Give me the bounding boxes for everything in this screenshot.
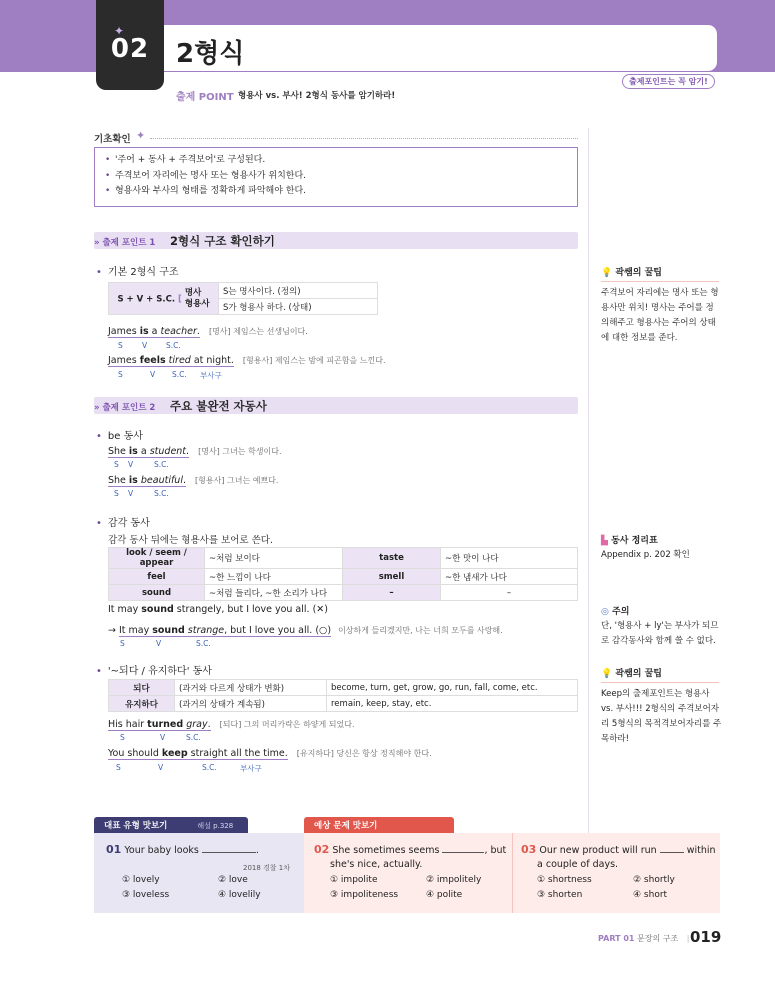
- note-box: ▙ 동사 정리표 Appendix p. 202 확인: [601, 536, 690, 560]
- structure-desc: S는 명사이다. (정의): [219, 283, 378, 299]
- basics-box: [94, 147, 578, 207]
- answer-option[interactable]: ② love: [218, 875, 248, 885]
- right-example: → It may sound strange, but I love you all. (○) 이상하게 들리겠지만, 나는 너희 모두를 사랑해.: [108, 625, 503, 636]
- syntax-label: V: [142, 341, 148, 350]
- sense-desc: 감각 동사 뒤에는 형용사를 보어로 쓴다.: [108, 535, 273, 546]
- sense-verb-table: [108, 547, 578, 601]
- answer-option[interactable]: ③ shorten: [537, 890, 583, 900]
- tip-box: 💡 곽쌤의 꿀팁 Keep의 출제포인트는 형용사 vs. 부사!!! 2형식의 주격보어자리 5형식의 목적격보어자리를 주목하라!: [601, 669, 722, 744]
- syntax-label: S.C.: [172, 370, 187, 379]
- question-panel: 02 She sometimes seems , but she's nice, actually. ① impolite ② impolitely ③ impoliteness ④ polite: [304, 833, 512, 913]
- become-keep-table: [108, 679, 578, 712]
- answer-option[interactable]: ④ short: [633, 890, 668, 900]
- syntax-label: 부사구: [240, 764, 262, 773]
- tab-representative: 대표 유형 맛보기 해설 p.328: [94, 817, 248, 833]
- basics-label: 기초확인: [94, 134, 131, 145]
- bullet-heading: • 감각 동사: [96, 514, 150, 529]
- bullet-heading: • be 동사: [96, 427, 143, 442]
- table-row: feel ~한 느낌이 나다 smell ~한 냄새가 나다: [109, 569, 578, 585]
- answer-option[interactable]: ③ impoliteness: [330, 890, 399, 900]
- table-row: 유지하다 (과거의 상태가 계속됨) remain, keep, stay, etc.: [109, 696, 578, 712]
- caution-icon: ◎: [601, 607, 609, 617]
- section-title: 주요 불완전 자동사: [170, 399, 267, 413]
- syntax-label: S.C.: [154, 460, 169, 469]
- section-label: » 출제 포인트 1: [94, 238, 156, 248]
- section-label: » 출제 포인트 2: [94, 403, 156, 413]
- answer-option[interactable]: ① lovely: [122, 875, 160, 885]
- basics-item: • 주격보어 자리에는 명사 또는 형용사가 위치한다.: [105, 169, 567, 185]
- sidebar-divider: [588, 128, 589, 908]
- point-tag: 출제포인트는 꼭 암기!: [622, 74, 715, 89]
- footer-part: PART 01 문장의 구조 |: [598, 934, 690, 943]
- answer-option[interactable]: ② impolitely: [426, 875, 482, 885]
- syntax-label: V: [150, 370, 156, 379]
- syntax-label: V: [160, 733, 166, 742]
- flag-icon: ▙: [601, 536, 608, 546]
- point-text: 형용사 vs. 부사! 2형식 동사를 암기하라!: [238, 91, 396, 101]
- syntax-label: S: [118, 341, 123, 350]
- wrong-example: It may sound strangely, but I love you all. (✕): [108, 604, 328, 615]
- answer-option[interactable]: ④ polite: [426, 890, 463, 900]
- answer-option[interactable]: ③ loveless: [122, 890, 170, 900]
- tab-expected: 예상 문제 맛보기: [304, 817, 454, 833]
- question-panel: 03 Our new product will run within a couple of days. ① shortness ② shortly ③ shorten ④ short: [512, 833, 720, 913]
- syntax-label: V: [156, 639, 162, 648]
- table-row: 되다 (과거와 다르게 상태가 변화) become, turn, get, grow, go, run, fall, come, etc.: [109, 680, 578, 696]
- sparkle-icon: ✦: [114, 24, 125, 38]
- bulb-icon: 💡: [601, 669, 613, 679]
- example-sentence: James is a teacher. [명사] 제임스는 선생님이다.: [108, 326, 308, 337]
- bullet-heading: • 기본 2형식 구조: [96, 263, 179, 278]
- syntax-label: 부사구: [200, 371, 222, 380]
- answer-option[interactable]: ① impolite: [330, 875, 378, 885]
- answer-option[interactable]: ② shortly: [633, 875, 675, 885]
- chapter-number: 02: [110, 34, 150, 64]
- syntax-label: S.C.: [154, 489, 169, 498]
- syntax-label: V: [128, 460, 134, 469]
- syntax-label: S: [114, 489, 119, 498]
- section-bar: [94, 397, 578, 414]
- question-panel: 01 Your baby looks . 2018 경찰 1차 ① lovely ② love ③ loveless ④ lovelily: [94, 833, 304, 913]
- question-source: 2018 경찰 1차: [242, 864, 290, 872]
- syntax-label: S.C.: [166, 341, 181, 350]
- basics-item: • 형용사와 부사의 형태를 정확하게 파악해야 한다.: [105, 184, 567, 200]
- tip-box: 💡 곽쌤의 꿀팁 주격보어 자리에는 명사 또는 형용사만 위치! 명사는 주어를 정의해주고 형용사는 주어의 상태에 대한 정보를 준다.: [601, 268, 719, 343]
- syntax-label: S: [114, 460, 119, 469]
- bullet-heading: • '~되다 / 유지하다' 동사: [96, 662, 212, 677]
- example-sentence: She is beautiful. [형용사] 그녀는 예쁘다.: [108, 475, 279, 486]
- dotted-divider: [150, 138, 578, 139]
- syntax-label: S: [118, 370, 123, 379]
- table-row: sound ~처럼 들리다, ~한 소리가 나다 – –: [109, 585, 578, 601]
- answer-option[interactable]: ① shortness: [537, 875, 592, 885]
- syntax-label: V: [128, 489, 134, 498]
- section-title: 2형식 구조 확인하기: [170, 234, 275, 248]
- page-title: 2형식: [176, 39, 245, 69]
- syntax-label: S.C.: [186, 733, 201, 742]
- structure-table: [108, 282, 378, 315]
- section-bar: [94, 232, 578, 249]
- syntax-label: S: [120, 639, 125, 648]
- page-number: 019: [690, 928, 722, 946]
- point-label: 출제 POINT: [176, 92, 234, 103]
- example-sentence: James feels tired at night. [형용사] 제임스는 밤에 피곤함을 느낀다.: [108, 355, 386, 366]
- example-sentence: She is a student. [명사] 그녀는 학생이다.: [108, 446, 282, 457]
- title-box: [164, 24, 718, 72]
- caution-box: ◎ 주의 단, '형용사 + ly'는 부사가 되므로 감각동사와 함께 쓸 수 없다.: [601, 607, 719, 646]
- syntax-label: S: [116, 763, 121, 772]
- sparkle-icon: ✦: [136, 129, 146, 142]
- basics-item: • '주어 + 동사 + 주격보어'로 구성된다.: [105, 153, 567, 169]
- formula-cell: S + V + S.C. [ 명사 형용사: [109, 283, 219, 315]
- syntax-label: S.C.: [202, 763, 217, 772]
- syntax-label: V: [158, 763, 164, 772]
- example-sentence: You should keep straight all the time. [유지하다] 당신은 항상 정직해야 한다.: [108, 748, 432, 759]
- syntax-label: S.C.: [196, 639, 211, 648]
- table-row: look / seem / appear ~처럼 보이다 taste ~한 맛이 나다: [109, 548, 578, 569]
- structure-desc: S가 형용사 하다. (상태): [219, 299, 378, 315]
- answer-option[interactable]: ④ lovelily: [218, 890, 261, 900]
- bulb-icon: 💡: [601, 268, 613, 278]
- syntax-label: S: [120, 733, 125, 742]
- example-sentence: His hair turned gray. [되다] 그의 머리카락은 하얗게 되었다.: [108, 719, 355, 730]
